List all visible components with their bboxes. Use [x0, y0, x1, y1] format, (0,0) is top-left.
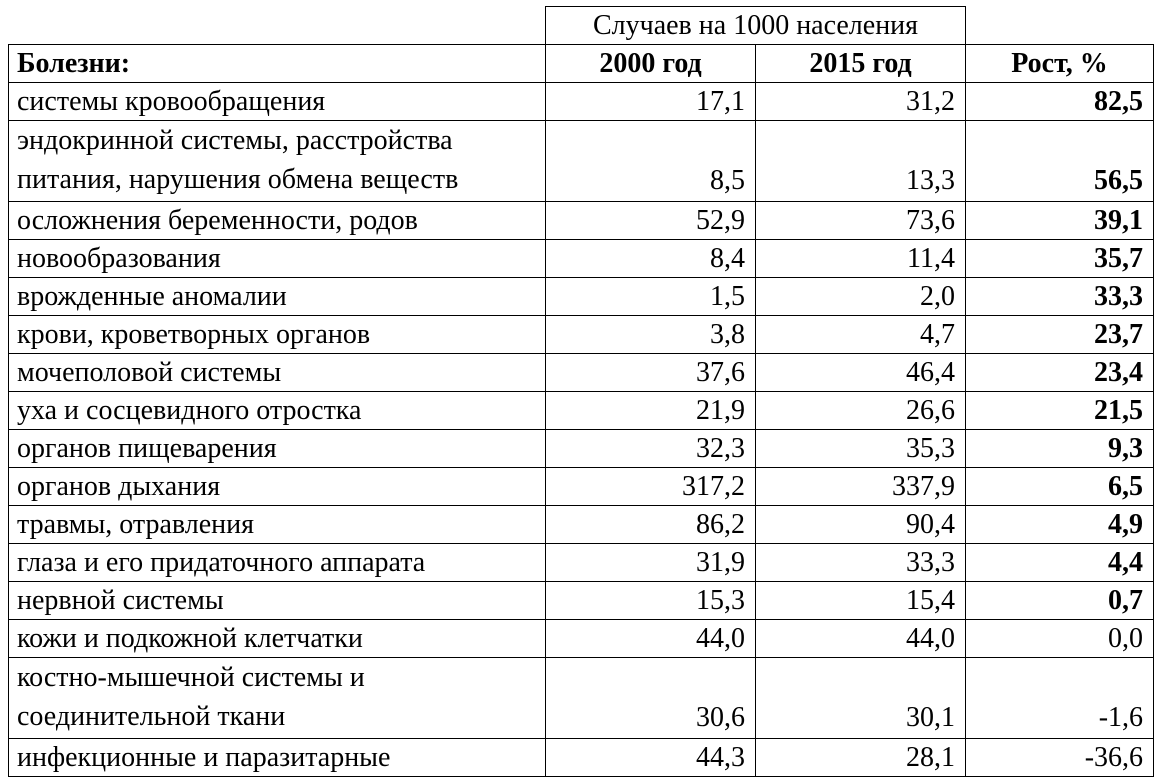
growth-percent-cell: 33,3 — [966, 278, 1154, 316]
value-2000-cell: 317,2 — [546, 468, 756, 506]
table-row — [9, 240, 1154, 278]
disease-name-cell: инфекционные и паразитарные — [9, 739, 546, 777]
value-2000-cell: 1,5 — [546, 278, 756, 316]
value-2000-cell: 15,3 — [546, 582, 756, 620]
table-row — [9, 354, 1154, 392]
growth-percent-cell: -36,6 — [966, 739, 1154, 777]
table-row — [9, 506, 1154, 544]
value-2015-cell: 73,6 — [756, 202, 966, 240]
value-2000-cell: 31,9 — [546, 544, 756, 582]
value-2000-cell: 3,8 — [546, 316, 756, 354]
table-row — [9, 658, 1154, 739]
value-2015-cell: 35,3 — [756, 430, 966, 468]
value-2015-cell: 11,4 — [756, 240, 966, 278]
disease-name-cell: органов дыхания — [9, 468, 546, 506]
growth-percent-cell: 39,1 — [966, 202, 1154, 240]
value-2000-cell: 52,9 — [546, 202, 756, 240]
value-2015-cell: 15,4 — [756, 582, 966, 620]
column-header-2000: 2000 год — [546, 45, 756, 83]
disease-name-cell: органов пищеварения — [9, 430, 546, 468]
value-2015-cell: 31,2 — [756, 83, 966, 121]
disease-name-cell: эндокринной системы, расстройства питания, нарушения обмена веществ — [9, 121, 546, 202]
disease-name-cell: кожи и подкожной клетчатки — [9, 620, 546, 658]
growth-percent-cell: 23,4 — [966, 354, 1154, 392]
group-header-row — [9, 7, 1154, 45]
value-2000-cell: 17,1 — [546, 83, 756, 121]
value-2015-cell: 13,3 — [756, 121, 966, 202]
growth-percent-cell: 0,7 — [966, 582, 1154, 620]
disease-name-cell: новообразования — [9, 240, 546, 278]
value-2015-cell: 46,4 — [756, 354, 966, 392]
column-header-growth: Рост, % — [966, 45, 1154, 83]
table-row — [9, 316, 1154, 354]
value-2000-cell: 32,3 — [546, 430, 756, 468]
table-row — [9, 544, 1154, 582]
growth-percent-cell: 9,3 — [966, 430, 1154, 468]
disease-name-cell: мочеполовой системы — [9, 354, 546, 392]
table-row — [9, 83, 1154, 121]
table-row — [9, 582, 1154, 620]
table-row — [9, 278, 1154, 316]
column-header-diseases: Болезни: — [9, 45, 546, 83]
growth-percent-cell: -1,6 — [966, 658, 1154, 739]
value-2000-cell: 44,0 — [546, 620, 756, 658]
value-2015-cell: 26,6 — [756, 392, 966, 430]
growth-percent-cell: 0,0 — [966, 620, 1154, 658]
growth-percent-cell: 56,5 — [966, 121, 1154, 202]
growth-percent-cell: 21,5 — [966, 392, 1154, 430]
value-2015-cell: 337,9 — [756, 468, 966, 506]
value-2015-cell: 30,1 — [756, 658, 966, 739]
value-2015-cell: 4,7 — [756, 316, 966, 354]
empty-corner-cell — [9, 7, 546, 45]
column-header-row — [9, 45, 1154, 83]
disease-name-cell: осложнения беременности, родов — [9, 202, 546, 240]
table-row — [9, 468, 1154, 506]
table-row — [9, 202, 1154, 240]
disease-name-cell: костно-мышечной системы и соединительной ткани — [9, 658, 546, 739]
group-header-cases-per-1000: Случаев на 1000 населения — [546, 7, 966, 45]
growth-percent-cell: 82,5 — [966, 83, 1154, 121]
value-2015-cell: 33,3 — [756, 544, 966, 582]
value-2015-cell: 28,1 — [756, 739, 966, 777]
disease-name-cell: глаза и его придаточного аппарата — [9, 544, 546, 582]
disease-incidence-table — [8, 6, 1154, 777]
column-header-2015: 2015 год — [756, 45, 966, 83]
growth-percent-cell: 35,7 — [966, 240, 1154, 278]
value-2015-cell: 2,0 — [756, 278, 966, 316]
disease-name-cell: уха и сосцевидного отростка — [9, 392, 546, 430]
growth-percent-cell: 4,4 — [966, 544, 1154, 582]
value-2000-cell: 37,6 — [546, 354, 756, 392]
table-row — [9, 392, 1154, 430]
disease-name-cell: врожденные аномалии — [9, 278, 546, 316]
table-row — [9, 121, 1154, 202]
value-2000-cell: 30,6 — [546, 658, 756, 739]
growth-percent-cell: 6,5 — [966, 468, 1154, 506]
value-2000-cell: 21,9 — [546, 392, 756, 430]
value-2015-cell: 90,4 — [756, 506, 966, 544]
disease-name-cell: крови, кроветворных органов — [9, 316, 546, 354]
value-2000-cell: 44,3 — [546, 739, 756, 777]
disease-name-cell: системы кровообращения — [9, 83, 546, 121]
growth-percent-cell: 23,7 — [966, 316, 1154, 354]
value-2015-cell: 44,0 — [756, 620, 966, 658]
table-row — [9, 430, 1154, 468]
disease-name-cell: травмы, отравления — [9, 506, 546, 544]
value-2000-cell: 8,4 — [546, 240, 756, 278]
table-row — [9, 620, 1154, 658]
growth-percent-cell: 4,9 — [966, 506, 1154, 544]
empty-corner-cell-right — [966, 7, 1154, 45]
value-2000-cell: 8,5 — [546, 121, 756, 202]
table-body — [9, 83, 1154, 777]
table-row — [9, 739, 1154, 777]
disease-name-cell: нервной системы — [9, 582, 546, 620]
value-2000-cell: 86,2 — [546, 506, 756, 544]
